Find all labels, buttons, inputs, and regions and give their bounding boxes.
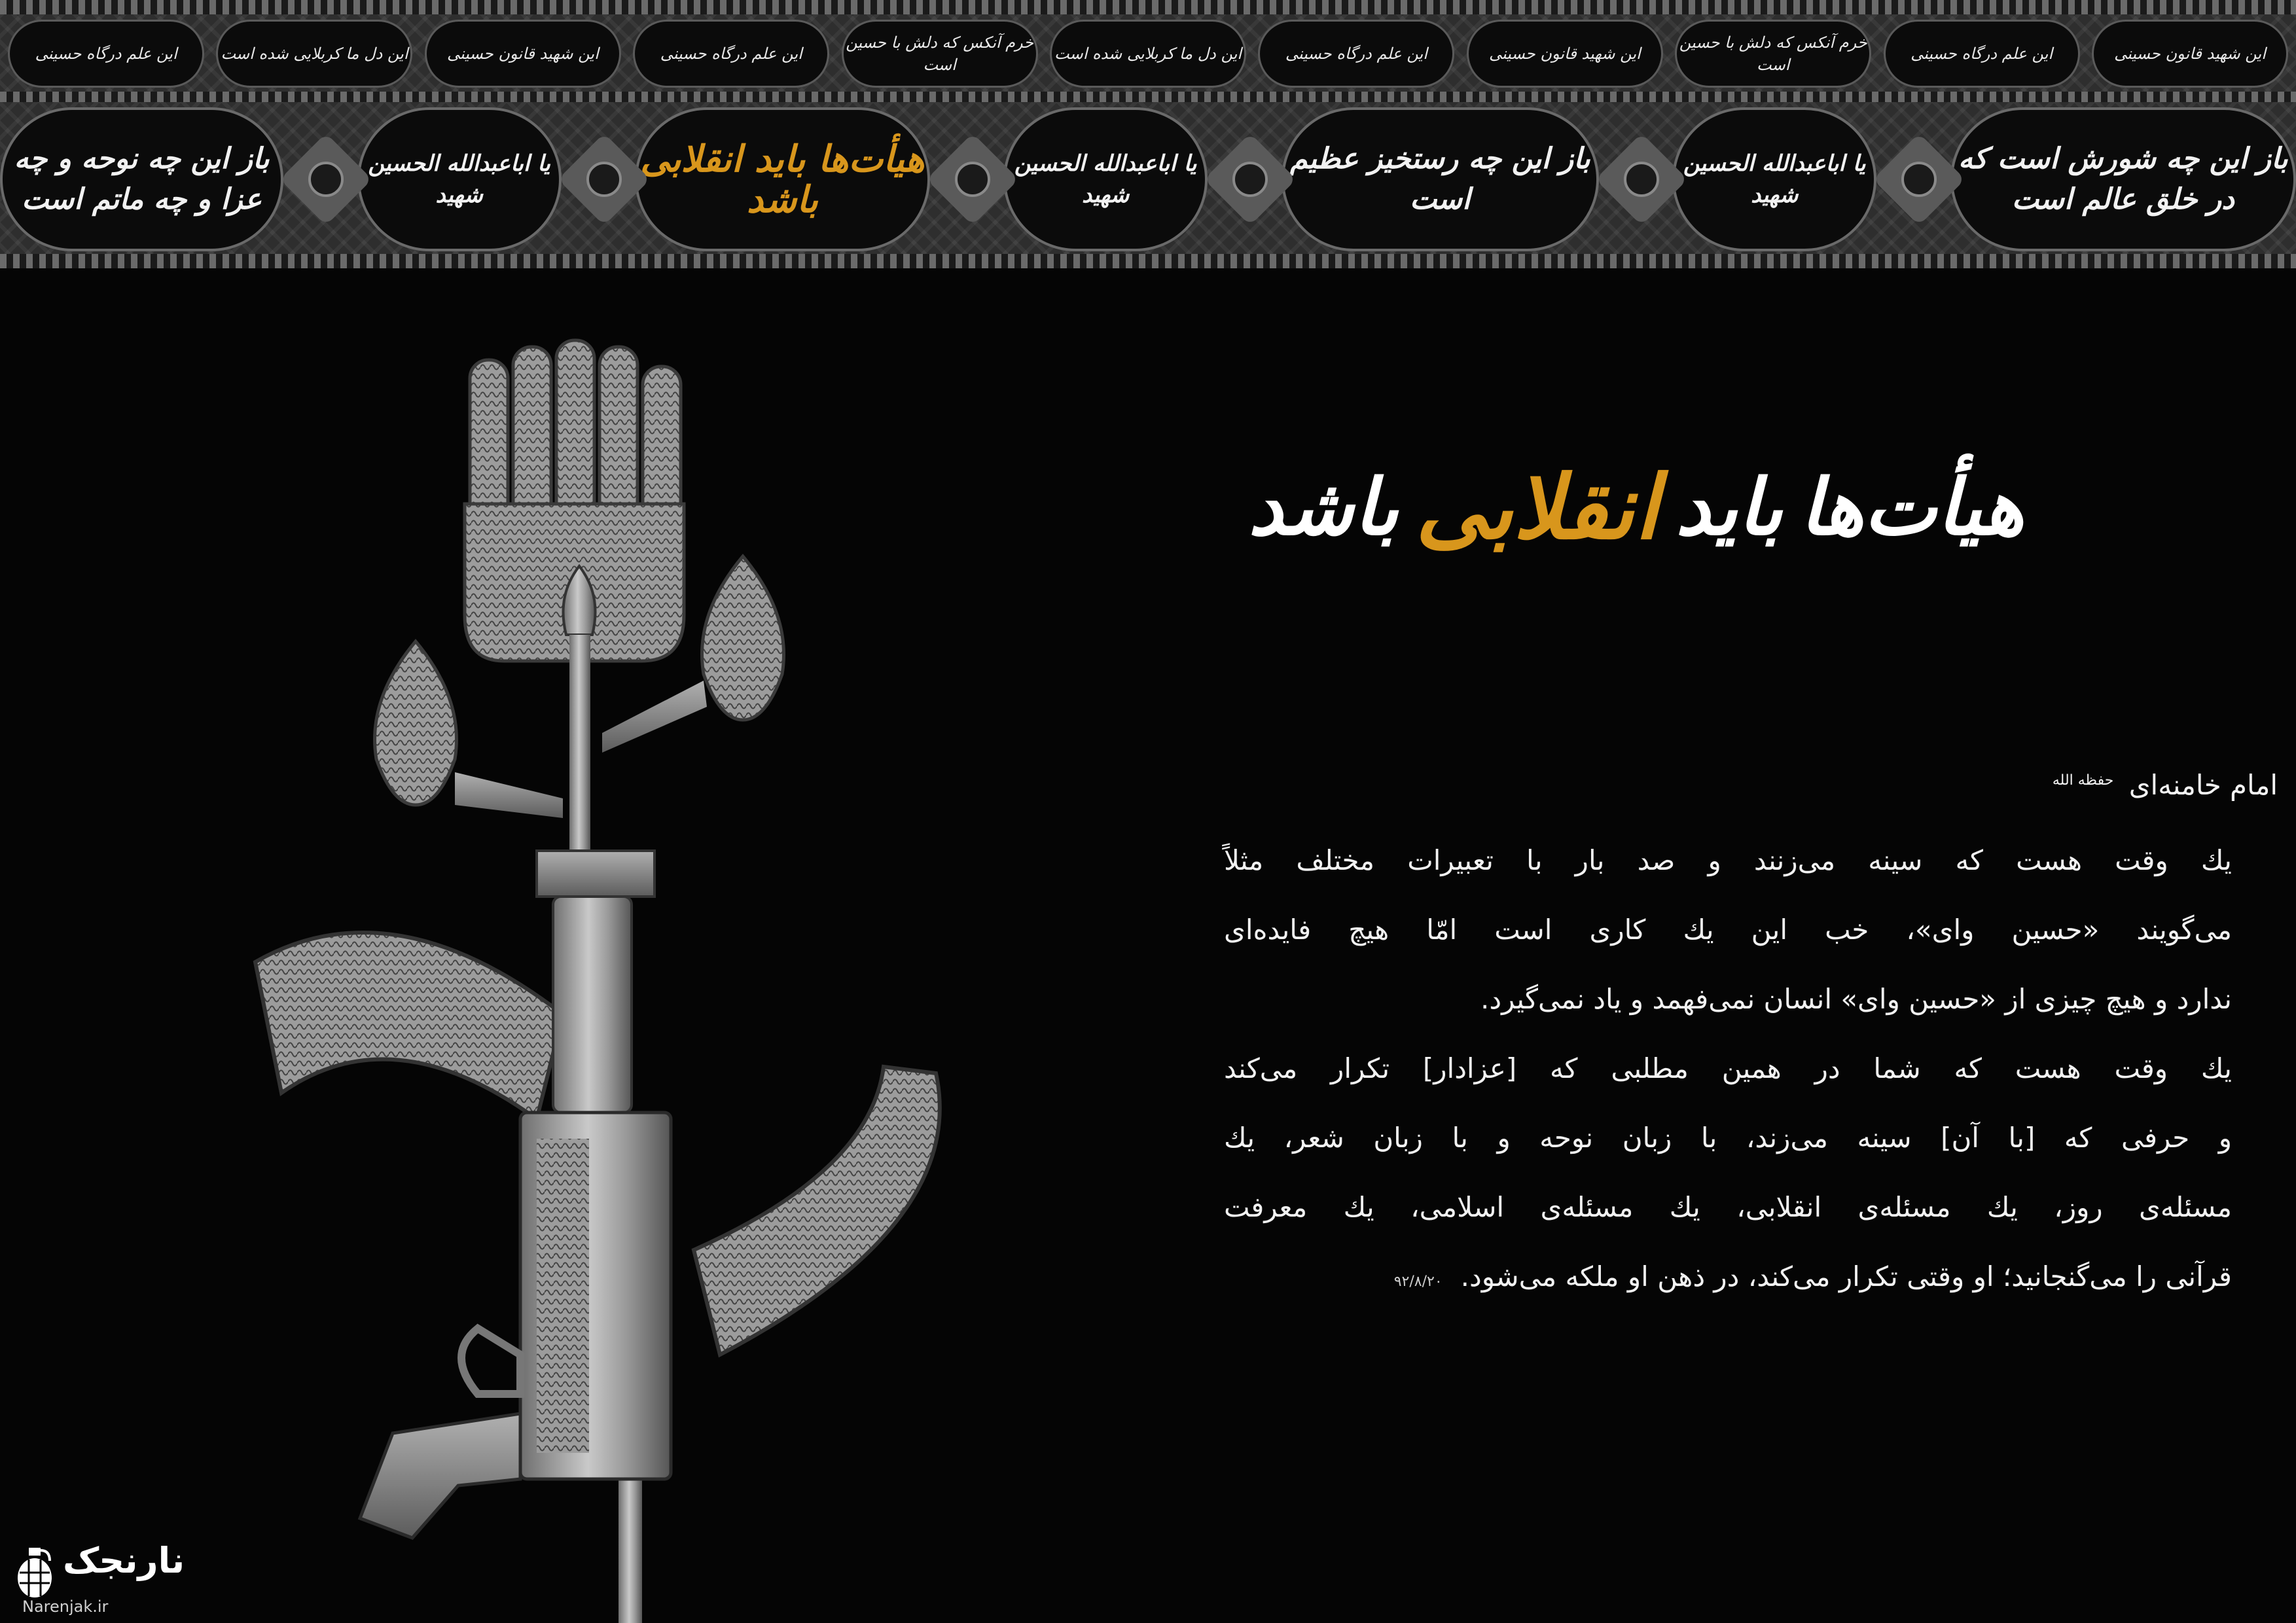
band-big-panel-accent: [635, 107, 930, 251]
gas-tube: [537, 851, 655, 897]
band-small-text: این علم درگاه حسینی: [660, 45, 802, 63]
band-small-text: این علم درگاه حسینی: [1285, 45, 1427, 63]
band-big-text: باز این چه نوحه و چه عزا و چه ماتم است: [14, 142, 270, 216]
quote-line: یك وقت هست كه سینه می‌زنند و صد بار با تعبیرات مختلف مثلاً: [1224, 844, 2232, 876]
quote-line: مسئله‌ی روز، یك مسئله‌ی انقلابی، یك مسئله‌ی اسلامی، یك معرفت: [1224, 1191, 2232, 1223]
band-small-panel: [633, 20, 829, 88]
handguard: [553, 897, 632, 1113]
speaker-name: امام خامنه‌ای: [2128, 769, 2278, 801]
band-big-panel: [1282, 107, 1599, 251]
band-medallion: [283, 137, 357, 222]
band-small-panel: [1258, 20, 1454, 88]
band-small-panel: [8, 20, 204, 88]
band-big-panel: [0, 107, 283, 251]
band-small-text: خرم آنکس که دلش با حسین است: [1679, 33, 1867, 74]
left-ornament: [375, 641, 457, 805]
band-medallion: [1599, 137, 1672, 222]
quote-body: [1224, 826, 2232, 1317]
band-small-panel: [1884, 20, 2080, 88]
band-small-panel: [1050, 20, 1246, 88]
barrel: [569, 635, 590, 857]
band-small-text: این علم درگاه حسینی: [1910, 45, 2053, 63]
band-small-text: این دل ما کربلایی شده است: [1054, 45, 1242, 63]
quote-line: می‌گویند «حسین وای»، خب این یك كاری است امّا هیچ فایده‌ای: [1224, 914, 2232, 946]
quote-line: ندارد و هیچ چیزی از «حسین وای» انسان نمی‌فهمد و یاد نمی‌گیرد.: [1480, 983, 2232, 1015]
band-border-top: [0, 0, 2296, 14]
quote-line: قرآنی را می‌گنجانید؛ او وقتی تكرار می‌كند، در ذهن او ملكه می‌شود.: [1460, 1260, 2232, 1293]
band-medallion: [562, 137, 635, 222]
band-small-panel: [425, 20, 621, 88]
logo-name: نارنجک: [63, 1540, 185, 1581]
band-medallion: [930, 137, 1003, 222]
band-big-panel: [1672, 107, 1876, 251]
alam-rifle-artwork: [196, 308, 1100, 1623]
band-small-text: این دل ما کربلایی شده است: [221, 45, 408, 63]
quote-line: یك وقت هست كه شما در همین مطلبی كه [عزادار] تكرار می‌كند: [1224, 1052, 2232, 1084]
band-medallion: [1876, 137, 1950, 222]
title-word: هیأت‌ها: [1799, 461, 2024, 552]
band-small-text: خرم آنکس که دلش با حسین است: [846, 33, 1034, 74]
right-ornament: [702, 556, 784, 720]
band-medallion: [1208, 137, 1281, 222]
band-big-text: یا اباعبدالله الحسین شهید: [1683, 151, 1866, 208]
quote-date: ۹۲/۸/۲۰: [1393, 1274, 1443, 1290]
speaker-honorific: حفظه الله: [2052, 772, 2114, 789]
band-border-bottom: [0, 254, 2296, 268]
band-big-row: [0, 107, 2296, 251]
right-magazine: [694, 1067, 940, 1355]
poster-title: [1248, 399, 2024, 615]
band-small-panel: [216, 20, 412, 88]
pistol-grip: [360, 1414, 520, 1538]
trigger-guard: [461, 1329, 520, 1394]
band-small-panel: [2092, 20, 2288, 88]
band-big-text: یا اباعبدالله الحسین شهید: [368, 151, 551, 208]
band-small-panel: [1467, 20, 1663, 88]
band-big-panel: [1950, 107, 2296, 251]
band-small-text: این شهید قانون حسینی: [2114, 45, 2266, 63]
band-small-panel: [842, 20, 1038, 88]
band-small-text: این علم درگاه حسینی: [35, 45, 177, 63]
band-small-row: [0, 20, 2296, 88]
band-small-text: این شهید قانون حسینی: [447, 45, 599, 63]
logo-url[interactable]: Narenjak.ir: [22, 1597, 109, 1616]
title-word: باشد: [1248, 461, 1399, 552]
quote-line: و حرفی كه [با آن] سینه می‌زند، با زبان نوحه و با زبان شعر، یك: [1224, 1122, 2232, 1154]
band-big-text: یا اباعبدالله الحسین شهید: [1014, 151, 1197, 208]
band-small-panel: [1675, 20, 1871, 88]
quote-last-line: [1224, 1242, 2232, 1317]
left-magazine: [255, 933, 563, 1119]
top-decorative-band: [0, 0, 2296, 268]
band-border-middle: [0, 92, 2296, 102]
title-word: باید: [1676, 461, 1783, 552]
band-big-text: باز این چه شورش است که در خلق عالم است: [1958, 142, 2288, 216]
narenjak-logo[interactable]: [7, 1540, 223, 1616]
band-big-panel: [1003, 107, 1208, 251]
grenade-icon: [16, 1546, 54, 1599]
speaker-attribution: [1898, 769, 2278, 801]
title-word-accent: انقلابی: [1415, 455, 1659, 559]
band-small-text: این شهید قانون حسینی: [1488, 45, 1641, 63]
band-big-panel: [357, 107, 562, 251]
band-big-text: باز این چه رستخیز عظیم است: [1289, 142, 1590, 216]
band-big-text-accent: هیأت‌ها باید انقلابی باشد: [640, 137, 925, 221]
